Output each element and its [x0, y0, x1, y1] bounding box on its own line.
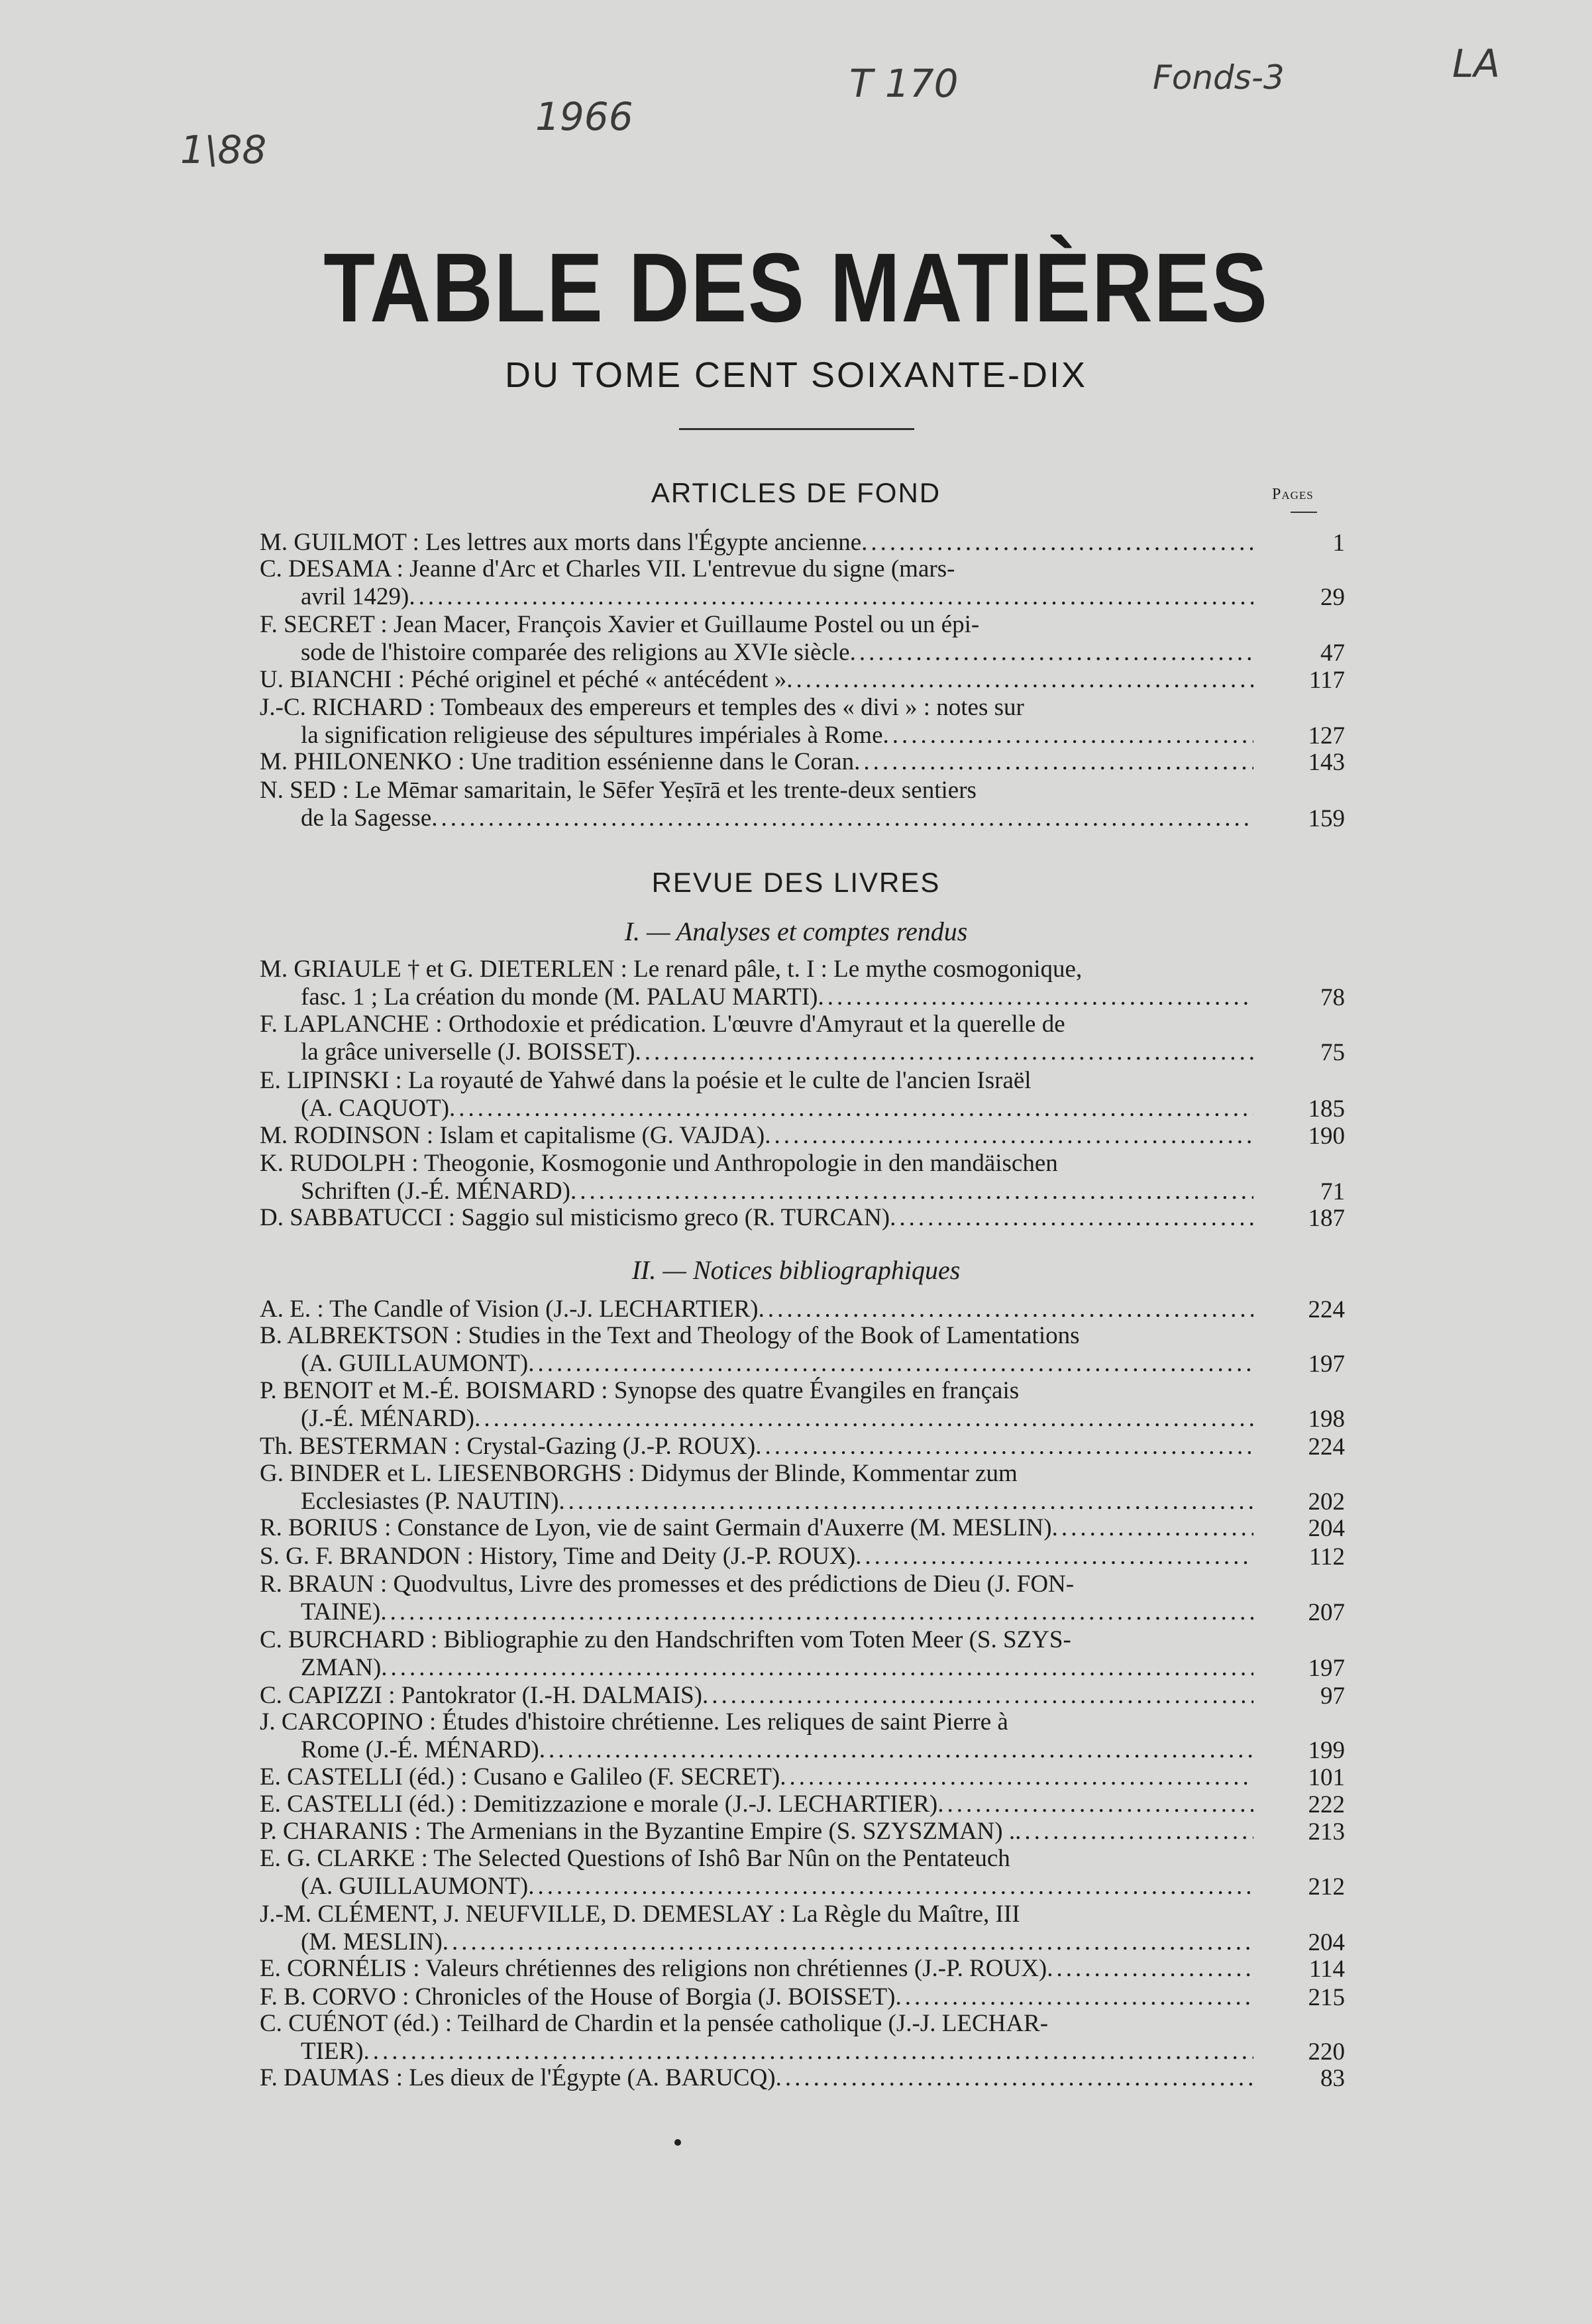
- toc-entry-text: F. DAUMAS : Les dieux de l'Égypte (A. BARUCQ): [260, 2064, 776, 2091]
- toc-page-number: 1: [1332, 529, 1345, 557]
- toc-entry: [260, 1204, 1253, 1232]
- toc-page-number: 222: [1308, 1791, 1345, 1818]
- toc-entry-line: [260, 1122, 1253, 1150]
- toc-entry: [260, 1955, 1253, 1983]
- toc-entry-line: [260, 804, 1253, 832]
- dot-leader: [855, 1543, 1253, 1571]
- toc-entry-line: [260, 1543, 1253, 1571]
- dot-leader: [937, 1791, 1253, 1818]
- dot-leader: [818, 983, 1253, 1011]
- toc-entry-text: (A. GUILLAUMONT): [301, 1350, 529, 1377]
- toc-page-number: 47: [1320, 639, 1345, 667]
- toc-entry-line: [260, 639, 1253, 667]
- toc-page-number: 75: [1320, 1039, 1345, 1066]
- toc-entry-text: (M. MESLIN): [301, 1928, 443, 1956]
- toc-page-number: 185: [1308, 1095, 1345, 1123]
- toc-entry-line: [260, 1736, 1253, 1764]
- toc-entry-text: Th. BESTERMAN : Crystal-Gazing (J.-P. ROUX): [260, 1433, 756, 1460]
- toc-page-number: 159: [1308, 805, 1345, 832]
- toc-entry-line: [260, 748, 1253, 776]
- toc-entry-line: [260, 694, 1253, 722]
- toc-entry-line: [260, 956, 1253, 983]
- dot-leader: [1047, 1955, 1253, 1983]
- toc-entry: [260, 2010, 1253, 2066]
- toc-page-number: 101: [1308, 1764, 1345, 1791]
- toc-entry-line: [260, 1654, 1253, 1682]
- toc-entry: [260, 694, 1253, 749]
- toc-entry-text: J.-C. RICHARD : Tombeaux des empereurs et temples des « divi » : notes sur: [260, 694, 1024, 721]
- dot-leader: [702, 1682, 1253, 1710]
- toc-entry-line: [260, 1955, 1253, 1983]
- page-title: TABLE DES MATIÈRES: [323, 233, 1269, 343]
- toc-entry-line: [260, 1350, 1253, 1378]
- toc-entry-text: F. B. CORVO : Chronicles of the House of Borgia (J. BOISSET): [260, 1983, 896, 2011]
- toc-entry-line: [260, 1322, 1253, 1350]
- toc-entry-line: [260, 583, 1253, 611]
- toc-entry-text: U. BIANCHI : Péché originel et péché « antécédent »: [260, 666, 787, 693]
- toc-entry-text: J.-M. CLÉMENT, J. NEUFVILLE, D. DEMESLAY : La Règle du Maître, III: [260, 1901, 1020, 1928]
- toc-entry-text: E. CORNÉLIS : Valeurs chrétiennes des religions non chrétiennes (J.-P. ROUX): [260, 1955, 1047, 1982]
- toc-entry-line: [260, 1377, 1253, 1405]
- toc-entry-text: C. CAPIZZI : Pantokrator (I.-H. DALMAIS): [260, 1682, 702, 1709]
- toc-entry-text: F. SECRET : Jean Macer, François Xavier et Guillaume Postel ou un épi-: [260, 611, 980, 638]
- handwritten-note-2: 1966: [535, 94, 633, 139]
- toc-page-number: 97: [1320, 1683, 1345, 1710]
- toc-entry-line: [260, 1626, 1253, 1654]
- toc-page-number: 117: [1308, 667, 1345, 694]
- toc-entry: [260, 1626, 1253, 1682]
- toc-entry-line: [260, 1488, 1253, 1516]
- toc-entry-text: M. GUILMOT : Les lettres aux morts dans l'Égypte ancienne: [260, 529, 862, 556]
- toc-entry: [260, 1571, 1253, 1626]
- toc-page-number: 71: [1320, 1178, 1345, 1205]
- toc-entry-text: C. BURCHARD : Bibliographie zu den Handschriften vom Toten Meer (S. SZYS-: [260, 1626, 1071, 1653]
- dot-leader: [474, 1405, 1253, 1433]
- toc-entry-line: [260, 1514, 1253, 1542]
- toc-entry-text: la grâce universelle (J. BOISSET): [301, 1038, 635, 1066]
- toc-entry-line: [260, 1204, 1253, 1232]
- toc-page-number: 143: [1308, 749, 1345, 776]
- toc-entry-text: avril 1429): [301, 583, 409, 610]
- dot-leader: [528, 1350, 1253, 1378]
- toc-page-number: 224: [1308, 1433, 1345, 1461]
- toc-entry-line: [260, 555, 1253, 583]
- toc-entry: [260, 1708, 1253, 1764]
- toc-page-number: 83: [1320, 2065, 1345, 2092]
- toc-entry-text: P. CHARANIS : The Armenians in the Byzantine Empire (S. SZYSZMAN) .: [260, 1818, 1016, 1845]
- dot-leader: [381, 1654, 1253, 1682]
- toc-entry-text: K. RUDOLPH : Theogonie, Kosmogonie und Anthropologie in den mandäischen: [260, 1150, 1058, 1177]
- toc-entry: [260, 1901, 1253, 1956]
- toc-entry: [260, 1011, 1253, 1066]
- toc-page-number: 29: [1320, 584, 1345, 611]
- toc-entry-line: [260, 722, 1253, 749]
- toc-entry-text: R. BRAUN : Quodvultus, Livre des promesses et des prédictions de Dieu (J. FON-: [260, 1571, 1075, 1598]
- toc-entry-line: [260, 1095, 1253, 1123]
- toc-page-number: 187: [1308, 1205, 1345, 1232]
- toc-entry: [260, 611, 1253, 667]
- toc-entry: [260, 1377, 1253, 1433]
- page-dot: [674, 2139, 681, 2146]
- toc-entry-text: la signification religieuse des sépultures impériales à Rome: [301, 722, 883, 749]
- dot-leader: [786, 666, 1253, 694]
- toc-entry-text: C. CUÉNOT (éd.) : Teilhard de Chardin et la pensée catholique (J.-J. LECHAR-: [260, 2010, 1049, 2037]
- toc-entry-line: [260, 1873, 1253, 1901]
- toc-entry-text: E. G. CLARKE : The Selected Questions of Ishô Bar Nûn on the Pentateuch: [260, 1845, 1010, 1872]
- dot-leader: [780, 1763, 1253, 1791]
- toc-entry: [260, 1763, 1253, 1791]
- toc-entry-line: [260, 1708, 1253, 1736]
- toc-entry-text: M. GRIAULE † et G. DIETERLEN : Le renard pâle, t. I : Le mythe cosmogonique,: [260, 956, 1083, 983]
- toc-entry: [260, 529, 1253, 557]
- toc-entry-text: E. LIPINSKI : La royauté de Yahwé dans la poésie et le culte de l'ancien Israël: [260, 1067, 1032, 1094]
- toc-entry-line: [260, 2038, 1253, 2066]
- toc-entry: [260, 1543, 1253, 1571]
- toc-entry: [260, 2064, 1253, 2092]
- handwritten-note-3: T 170: [849, 61, 959, 106]
- toc-entry-text: B. ALBREKTSON : Studies in the Text and Theology of the Book of Lamentations: [260, 1322, 1080, 1349]
- toc-page-number: 220: [1308, 2038, 1345, 2066]
- toc-page-number: 207: [1308, 1599, 1345, 1626]
- toc-entry-text: fasc. 1 ; La création du monde (M. PALAU MARTI): [301, 983, 818, 1011]
- toc-entry-text: Rome (J.-É. MÉNARD): [301, 1736, 539, 1763]
- handwritten-note-5: LA: [1452, 41, 1500, 86]
- toc-entry-text: M. PHILONENKO : Une tradition essénienne dans le Coran: [260, 748, 855, 775]
- toc-entry: [260, 1150, 1253, 1205]
- dot-leader: [431, 804, 1253, 832]
- subsection-notices-heading: II. — Notices bibliographiques: [631, 1255, 961, 1285]
- toc-entry-line: [260, 1791, 1253, 1818]
- dot-leader: [635, 1038, 1254, 1066]
- toc-entry-line: [260, 1571, 1253, 1598]
- toc-entry: [260, 1682, 1253, 1710]
- dot-leader: [364, 2038, 1253, 2066]
- toc-entry-text: (A. CAQUOT): [301, 1095, 450, 1122]
- toc-entry: [260, 1433, 1253, 1461]
- pages-column-label: Pages: [1272, 486, 1314, 503]
- toc-page-number: 199: [1308, 1737, 1345, 1764]
- toc-page-number: 197: [1308, 1655, 1345, 1682]
- section-revue-heading: REVUE DES LIVRES: [651, 867, 941, 898]
- toc-entry-text: M. RODINSON : Islam et capitalisme (G. VAJDA): [260, 1122, 765, 1149]
- toc-entry-line: [260, 1845, 1253, 1873]
- toc-entry-text: (J.-É. MÉNARD): [301, 1405, 475, 1432]
- toc-page-number: 197: [1308, 1351, 1345, 1378]
- toc-entry-line: [260, 1405, 1253, 1433]
- toc-entry-line: [260, 1433, 1253, 1461]
- toc-entry: [260, 1460, 1253, 1516]
- section-articles-heading: ARTICLES DE FOND: [651, 477, 941, 508]
- toc-page-number: 190: [1308, 1123, 1345, 1150]
- toc-entry-text: TIER): [301, 2038, 364, 2065]
- dot-leader: [895, 1983, 1253, 2011]
- page-subtitle: DU TOME CENT SOIXANTE-DIX: [504, 355, 1088, 395]
- pages-label-rule: [1291, 512, 1317, 513]
- toc-entry-text: Ecclesiastes (P. NAUTIN): [301, 1488, 559, 1515]
- title-divider: [679, 428, 914, 430]
- toc-entry-text: E. CASTELLI (éd.) : Cusano e Galileo (F. SECRET): [260, 1763, 780, 1791]
- dot-leader: [528, 1873, 1253, 1901]
- toc-entry-line: [260, 1150, 1253, 1178]
- toc-entry: [260, 1983, 1253, 2011]
- toc-entry-line: [260, 1460, 1253, 1488]
- dot-leader: [850, 639, 1253, 667]
- toc-entry-text: Schriften (J.-É. MÉNARD): [301, 1178, 570, 1205]
- toc-entry: [260, 1322, 1253, 1378]
- dot-leader: [409, 583, 1253, 611]
- toc-entry-line: [260, 666, 1253, 694]
- dot-leader: [861, 529, 1253, 557]
- toc-entry-line: [260, 1818, 1253, 1846]
- toc-page-number: 114: [1308, 1956, 1345, 1983]
- toc-entry: [260, 1845, 1253, 1901]
- toc-entry-line: [260, 611, 1253, 639]
- dot-leader: [558, 1488, 1253, 1516]
- toc-entry-line: [260, 1296, 1253, 1323]
- dot-leader: [1052, 1514, 1253, 1542]
- toc-page-number: 204: [1308, 1515, 1345, 1542]
- toc-entry-text: N. SED : Le Mēmar samaritain, le Sēfer Yeṣīrā et les trente-deux sentiers: [260, 777, 977, 804]
- toc-entry-line: [260, 1011, 1253, 1038]
- toc-entry-text: S. G. F. BRANDON : History, Time and Deity (J.-P. ROUX): [260, 1543, 856, 1570]
- toc-entry-text: A. E. : The Candle of Vision (J.-J. LECHARTIER): [260, 1296, 759, 1323]
- toc-entry: [260, 1818, 1253, 1846]
- toc-entry-text: P. BENOIT et M.-É. BOISMARD : Synopse des quatre Évangiles en français: [260, 1377, 1020, 1404]
- toc-entry-line: [260, 1067, 1253, 1095]
- toc-entry: [260, 748, 1253, 776]
- toc-entry-line: [260, 2064, 1253, 2092]
- toc-entry-text: (A. GUILLAUMONT): [301, 1873, 529, 1900]
- dot-leader: [570, 1178, 1253, 1205]
- toc-entry: [260, 1067, 1253, 1123]
- toc-entry-line: [260, 1928, 1253, 1956]
- dot-leader: [854, 748, 1253, 776]
- toc-entry: [260, 555, 1253, 611]
- toc-entry-line: [260, 1983, 1253, 2011]
- toc-entry-text: E. CASTELLI (éd.) : Demitizzazione e morale (J.-J. LECHARTIER): [260, 1791, 938, 1818]
- toc-entry-line: [260, 1901, 1253, 1928]
- toc-entry-text: sode de l'histoire comparée des religions au XVIe siècle: [301, 639, 850, 666]
- toc-entry-text: G. BINDER et L. LIESENBORGHS : Didymus der Blinde, Kommentar zum: [260, 1460, 1018, 1487]
- dot-leader: [883, 722, 1254, 749]
- toc-entry-text: ZMAN): [301, 1654, 382, 1681]
- dot-leader: [380, 1598, 1253, 1626]
- dot-leader: [759, 1296, 1253, 1323]
- dot-leader: [539, 1736, 1253, 1764]
- toc-entry-line: [260, 1178, 1253, 1205]
- toc-entry: [260, 666, 1253, 694]
- toc-page-number: 213: [1308, 1818, 1345, 1846]
- toc-page-number: 127: [1308, 722, 1345, 749]
- dot-leader: [890, 1204, 1253, 1232]
- toc-page-number: 224: [1308, 1296, 1345, 1323]
- toc-entry-line: [260, 1763, 1253, 1791]
- toc-entry-line: [260, 1598, 1253, 1626]
- toc-entry-line: [260, 983, 1253, 1011]
- toc-entry-line: [260, 2010, 1253, 2038]
- toc-entry-text: de la Sagesse: [301, 804, 432, 832]
- toc-page-number: 78: [1320, 984, 1345, 1011]
- toc-entry-text: C. DESAMA : Jeanne d'Arc et Charles VII. L'entrevue du signe (mars-: [260, 555, 955, 582]
- toc-entry: [260, 1122, 1253, 1150]
- toc-entry-text: F. LAPLANCHE : Orthodoxie et prédication. L'œuvre d'Amyraut et la querelle de: [260, 1011, 1065, 1038]
- toc-page-number: 202: [1308, 1488, 1345, 1516]
- toc-page-number: 198: [1308, 1406, 1345, 1433]
- toc-page-number: 112: [1308, 1543, 1345, 1571]
- toc-page-number: 215: [1308, 1984, 1345, 2011]
- dot-leader: [755, 1433, 1253, 1461]
- toc-entry-text: D. SABBATUCCI : Saggio sul misticismo greco (R. TURCAN): [260, 1204, 890, 1231]
- dot-leader: [449, 1095, 1253, 1123]
- handwritten-note-1: 1\88: [180, 127, 267, 172]
- toc-entry-line: [260, 1038, 1253, 1066]
- toc-entry-line: [260, 1682, 1253, 1710]
- dot-leader: [765, 1122, 1253, 1150]
- subsection-analyses-heading: I. — Analyses et comptes rendus: [624, 916, 968, 946]
- dot-leader: [1015, 1818, 1253, 1846]
- toc-page-number: 204: [1308, 1929, 1345, 1956]
- toc-entry: [260, 1296, 1253, 1323]
- toc-entry: [260, 1791, 1253, 1818]
- toc-entry-text: TAINE): [301, 1598, 381, 1626]
- toc-page-number: 212: [1308, 1873, 1345, 1901]
- toc-entry-text: R. BORIUS : Constance de Lyon, vie de saint Germain d'Auxerre (M. MESLIN): [260, 1514, 1052, 1541]
- toc-entry: [260, 1514, 1253, 1542]
- toc-entry-text: J. CARCOPINO : Études d'histoire chrétienne. Les reliques de saint Pierre à: [260, 1708, 1008, 1736]
- toc-entry: [260, 956, 1253, 1011]
- dot-leader: [443, 1928, 1253, 1956]
- toc-entry: [260, 777, 1253, 832]
- handwritten-note-4: Fonds-3: [1153, 58, 1285, 97]
- dot-leader: [776, 2064, 1253, 2092]
- toc-entry-line: [260, 777, 1253, 804]
- toc-entry-line: [260, 529, 1253, 557]
